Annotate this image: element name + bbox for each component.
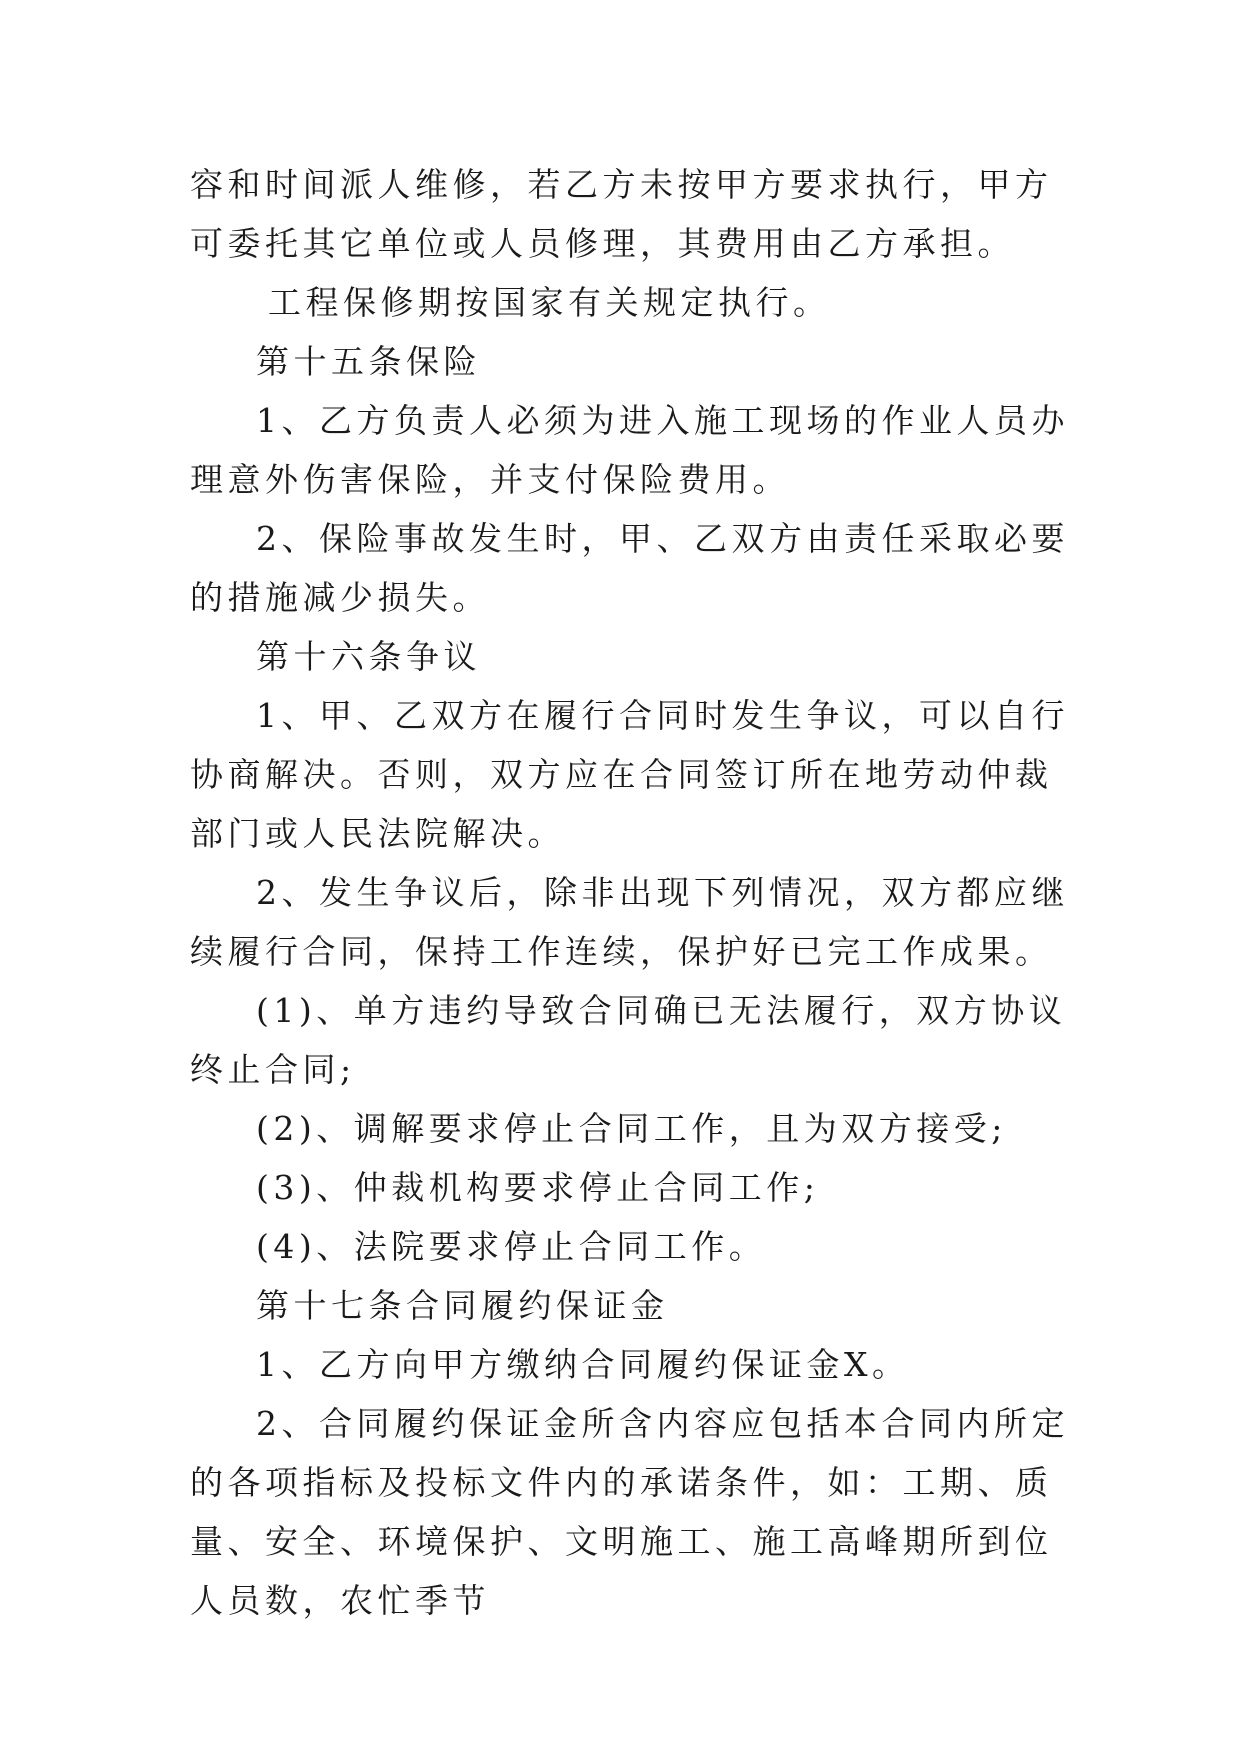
section-heading-performance-bond: 第十七条合同履约保证金 [256,1286,669,1325]
paragraph-text: 容和时间派人维修，若乙方未按甲方要求执行，甲方可委托其它单位或人员修理，其费用由乙方承担。 [190,165,1053,263]
section-heading-dispute: 第十六条争议 [256,637,481,676]
paragraph: 1、乙方负责人必须为进入施工现场的作业人员办理意外伤害保险，并支付保险费用。 [190,401,1069,499]
document-body [190,155,1070,1630]
paragraph: 2、发生争议后，除非出现下列情况，双方都应继续履行合同，保持工作连续，保护好已完工作成果。 [190,873,1069,971]
paragraph: 2、合同履约保证金所含内容应包括本合同内所定的各项指标及投标文件内的承诺条件，如：工期、质量、安全、环境保护、文明施工、施工高峰期所到位人员数，农忙季节 [190,1404,1069,1620]
paragraph: 1、甲、乙双方在履行合同时发生争议，可以自行协商解决。否则，双方应在合同签订所在地劳动仲裁部门或人民法院解决。 [190,696,1069,853]
list-item: (4)、法院要求停止合同工作。 [256,1227,767,1266]
paragraph-text: 工程保修期按国家有关规定执行。 [268,283,831,322]
paragraph-continuation [190,155,1070,332]
section-heading-insurance: 第十五条保险 [256,342,481,381]
list-item: (2)、调解要求停止合同工作，且为双方接受; [256,1109,1007,1148]
list-item: (3)、仲裁机构要求停止合同工作; [256,1168,820,1207]
paragraph: 1、乙方向甲方缴纳合同履约保证金X。 [256,1345,910,1384]
paragraph: 2、保险事故发生时，甲、乙双方由责任采取必要的措施减少损失。 [190,519,1069,617]
list-item: (1)、单方违约导致合同确已无法履行，双方协议终止合同; [190,991,1067,1089]
